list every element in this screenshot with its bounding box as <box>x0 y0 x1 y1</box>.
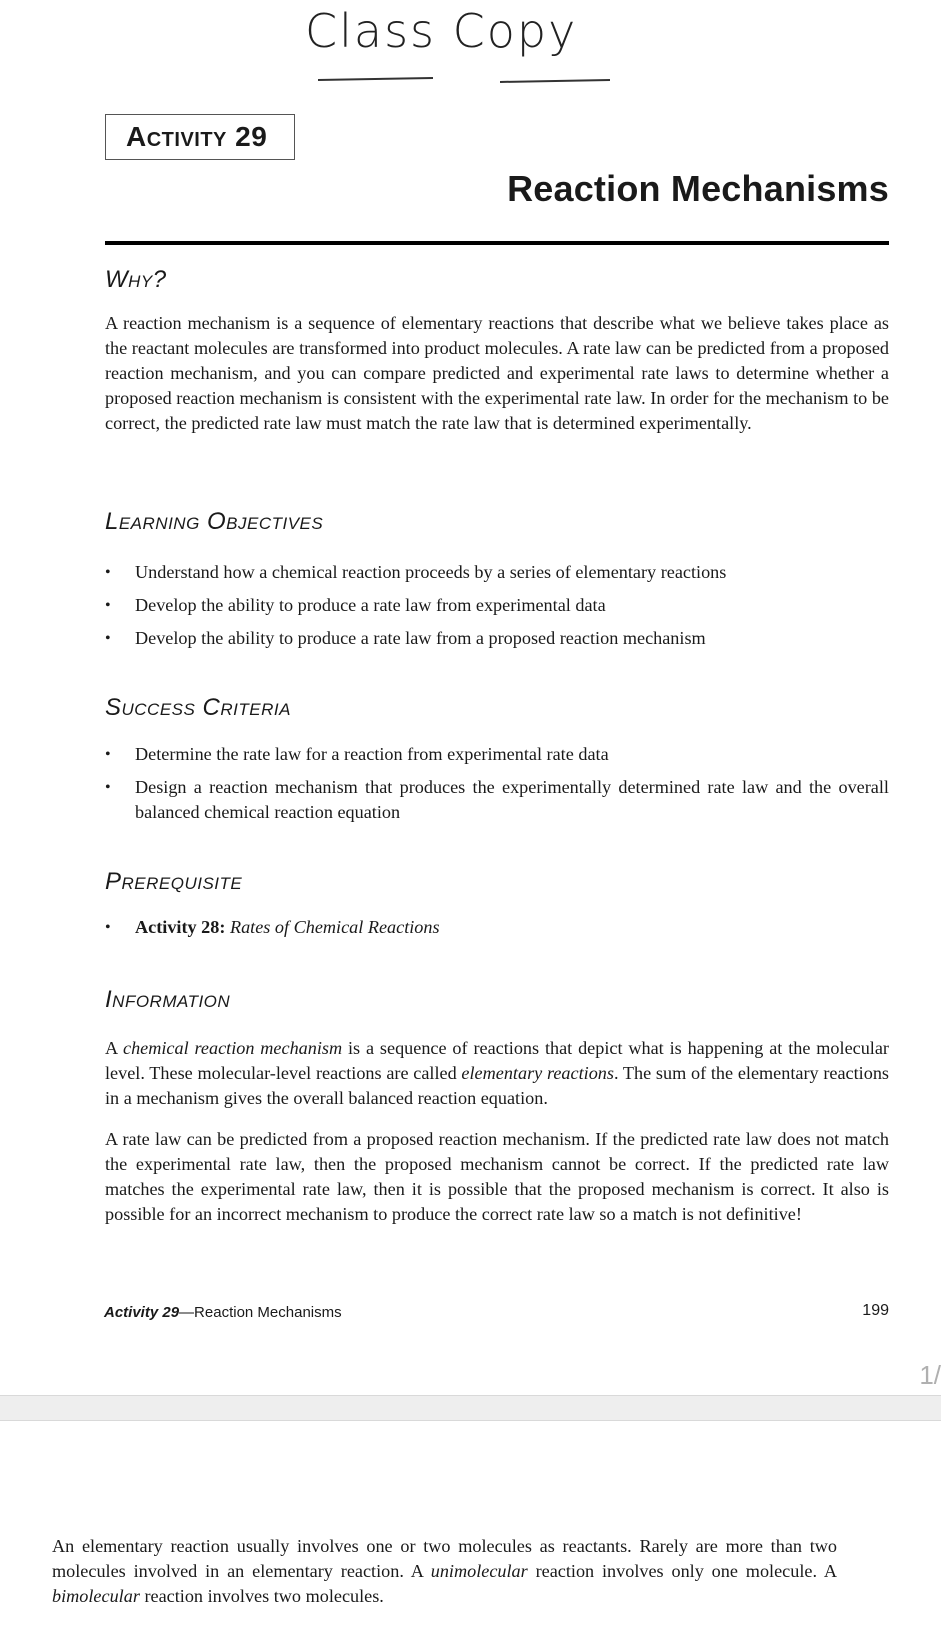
activity-label-text: Activity 29 <box>126 121 268 152</box>
text-run: An elementary reaction usually involves one or two molecules as reactants. Rarely are more than two molecules involved in an elementary reaction. A <box>52 1536 837 1581</box>
list-item <box>105 915 889 940</box>
information-paragraph-1 <box>105 1036 889 1111</box>
learning-objectives-heading: Learning Objectives <box>105 508 324 535</box>
page-separator <box>0 1395 941 1421</box>
footer-activity-title: —Reaction Mechanisms <box>179 1304 342 1321</box>
text-run: . The sum of the elementary reactions in a mechanism gives the overall balanced reaction equation. <box>105 1063 889 1108</box>
list-item: • Design a reaction mechanism that produces the experimentally determined rate law and the overall balanced chemical reaction equation <box>105 775 889 825</box>
term-bimolecular: bimolecular <box>52 1586 140 1606</box>
handwritten-underline <box>318 77 433 81</box>
page-number: 199 <box>862 1302 889 1319</box>
prerequisite-heading: Prerequisite <box>105 868 243 895</box>
text-run: is a sequence of reactions that depict what is happening at the molecular level. These molecular-level reactions are called <box>105 1038 889 1083</box>
list-item: • Determine the rate law for a reaction from experimental rate data <box>105 742 889 767</box>
list-item: • Develop the ability to produce a rate law from a proposed reaction mechanism <box>105 626 889 651</box>
why-heading: Why? <box>105 266 167 293</box>
page-2-paragraph <box>52 1534 837 1609</box>
term-chemical-reaction-mechanism: chemical reaction mechanism <box>123 1038 343 1058</box>
handwritten-underline <box>500 79 610 83</box>
footer-activity-ref: Activity 29 <box>104 1304 180 1321</box>
footer-activity <box>104 1304 342 1321</box>
title-rule <box>105 241 889 245</box>
list-item: • Understand how a chemical reaction proceeds by a series of elementary reactions <box>105 560 889 585</box>
information-paragraph-2: A rate law can be predicted from a proposed reaction mechanism. If the predicted rate law does not match the experimental rate law, then the proposed mechanism cannot be correct. If the predicted rate law matches the experimental rate law, then it is possible that the proposed mechanism is correct. It also is possible for an incorrect mechanism to produce the correct rate law so a match is not definitive! <box>105 1129 889 1224</box>
information-heading: Information <box>105 986 231 1013</box>
learning-objectives-list <box>105 560 889 659</box>
text-run: A <box>105 1038 123 1058</box>
text-run: reaction involves only one molecule. A <box>527 1561 837 1581</box>
term-elementary-reactions: elementary reactions <box>461 1063 614 1083</box>
success-criteria-heading: Success Criteria <box>105 694 291 721</box>
prerequisite-title: Rates of Chemical Reactions <box>229 917 440 937</box>
success-criteria-list <box>105 742 889 833</box>
prerequisite-activity: Activity 28: <box>135 917 226 937</box>
activity-label <box>105 114 295 160</box>
text-run: reaction involves two molecules. <box>139 1586 384 1606</box>
list-item: • Develop the ability to produce a rate law from experimental data <box>105 593 889 618</box>
page-indicator: 1/ <box>919 1360 941 1390</box>
handwritten-note: Class Copy <box>305 4 578 58</box>
why-text: A reaction mechanism is a sequence of elementary reactions that describe what we believe takes place as the reactant molecules are transformed into product molecules. A rate law can be predicted from a proposed reaction mechanism, and you can compare predicted and experimental rate laws to determine whether a proposed reaction mechanism is consistent with the experimental rate law. In order for the mechanism to be correct, the predicted rate law must match the rate law that is determined experimentally. <box>105 313 889 433</box>
prerequisite-list <box>105 915 889 948</box>
term-unimolecular: unimolecular <box>430 1561 528 1581</box>
page-title: Reaction Mechanisms <box>507 168 889 209</box>
